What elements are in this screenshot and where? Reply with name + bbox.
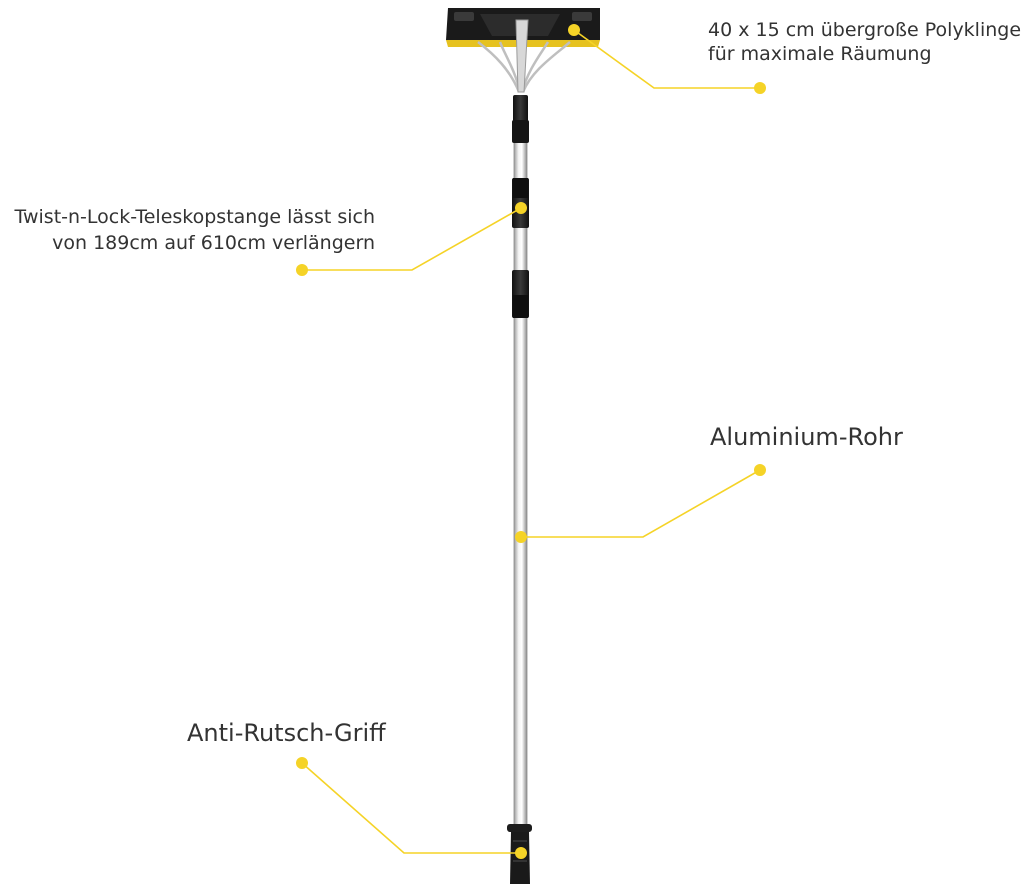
leader-line-grip [302,763,521,853]
twist-lock-collar [512,270,529,318]
leader-line-aluminium [521,470,760,537]
callout-telescopic [2,204,375,256]
twist-lock-collar [512,95,529,143]
callout-blade-line1: 40 x 15 cm übergroße Polyklinge [708,19,1022,41]
callout-aluminium: Aluminium-Rohr [710,423,903,451]
callout-dot [515,531,527,543]
callout-grip: Anti-Rutsch-Griff [187,719,386,747]
callout-blade-line2: für maximale Räumung [708,43,932,65]
callout-telescopic-line2: von 189cm auf 610cm verlängern [52,232,375,254]
callout-dot [515,847,527,859]
callout-dot [754,82,766,94]
callout-dot [296,264,308,276]
callout-dot [515,202,527,214]
callout-dot [296,757,308,769]
callout-dot [754,464,766,476]
callout-telescopic-line1: Twist-n-Lock-Teleskopstange lässt sich [14,206,375,228]
callout-blade [708,18,1021,66]
callout-dot [568,24,580,36]
